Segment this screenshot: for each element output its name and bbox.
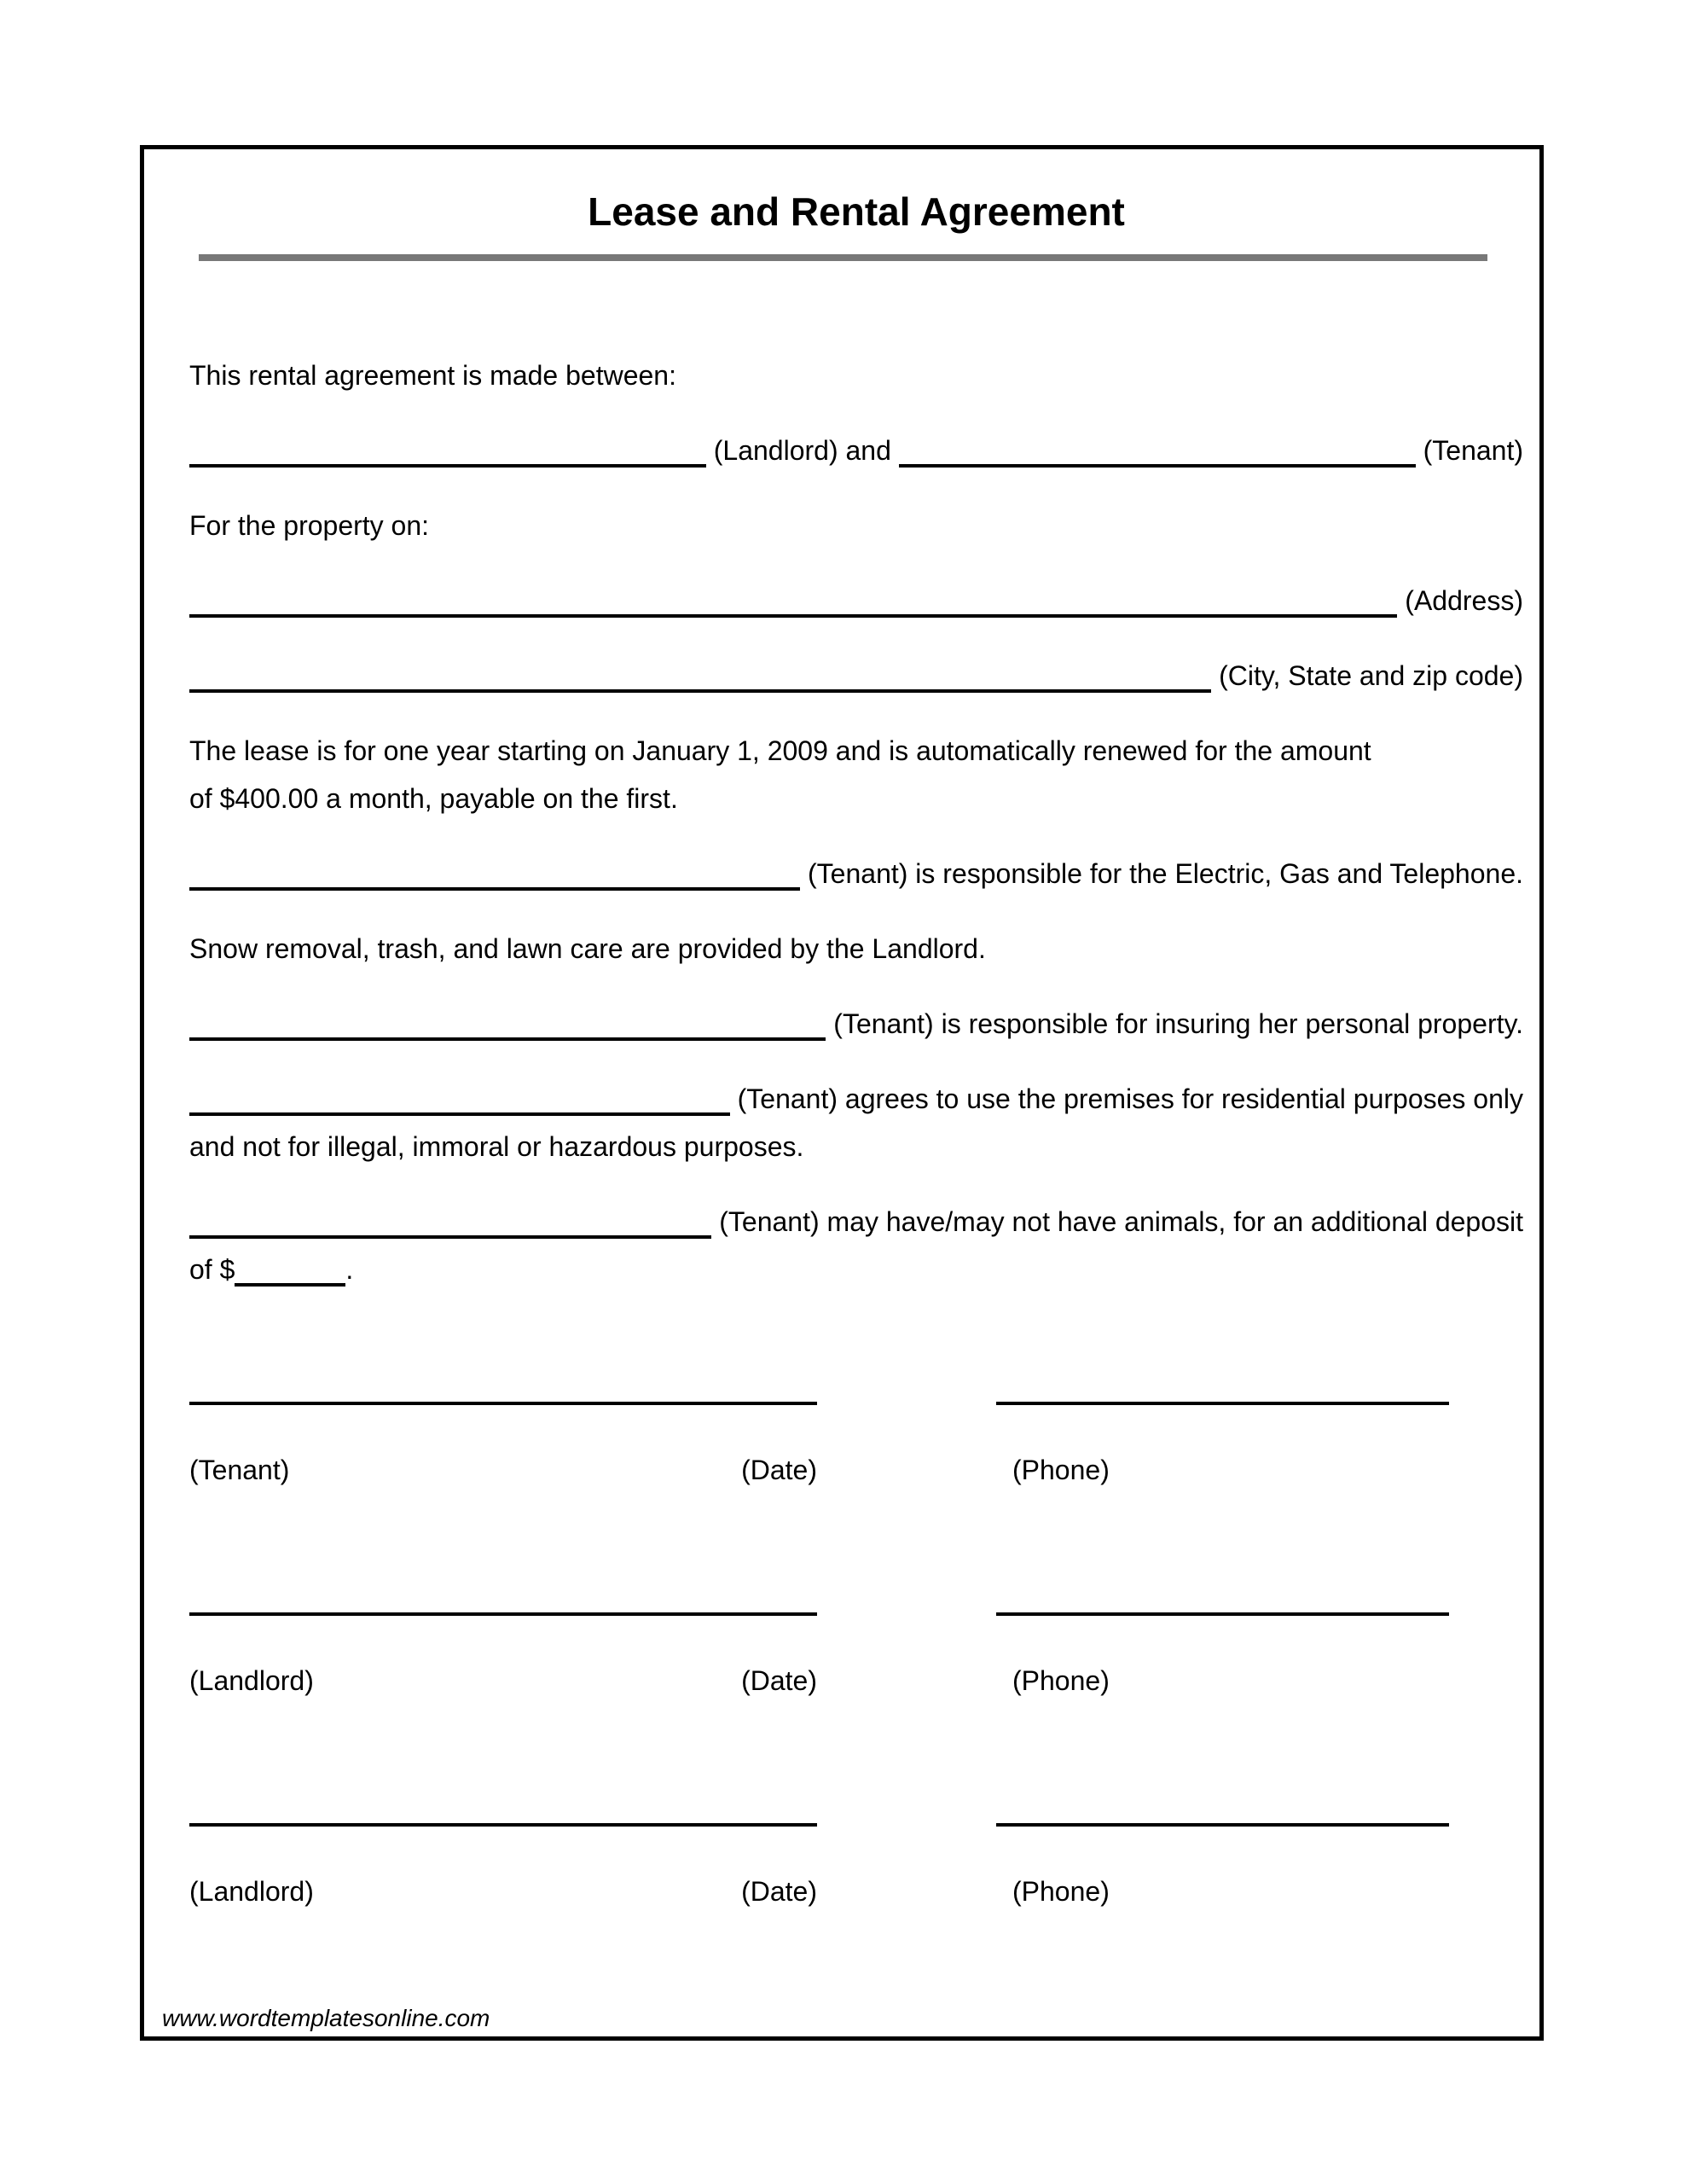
tenant-signature-block bbox=[189, 1402, 1523, 1494]
signature-section bbox=[189, 1402, 1523, 1915]
phone-label: (Phone) bbox=[1012, 1876, 1110, 1907]
landlord1-signature-label-cell bbox=[189, 1657, 817, 1705]
landlord-services-clause: Snow removal, trash, and lawn care are provided by the Landlord. bbox=[189, 933, 986, 964]
intro-sentence: This rental agreement is made between: bbox=[189, 360, 676, 391]
deposit-amount-blank bbox=[235, 1283, 345, 1287]
landlord2-signature-lines bbox=[189, 1823, 1523, 1827]
footer-url: www.wordtemplatesonline.com bbox=[162, 2005, 490, 2031]
address-line bbox=[189, 577, 1523, 624]
landlord1-signature-line bbox=[189, 1612, 817, 1616]
utilities-clause-line bbox=[189, 850, 1523, 897]
tenant-signature-labels bbox=[189, 1446, 1523, 1494]
tenant-signature-label-cell bbox=[189, 1446, 817, 1494]
property-sentence: For the property on: bbox=[189, 510, 430, 541]
party-label: (Landlord) bbox=[189, 1876, 314, 1907]
landlord1-phone-line bbox=[996, 1612, 1449, 1616]
party-label: (Landlord) bbox=[189, 1665, 314, 1696]
phone-label: (Phone) bbox=[1012, 1455, 1110, 1485]
lease-term-paragraph bbox=[189, 727, 1523, 822]
landlord1-phone-label-cell bbox=[996, 1657, 1110, 1705]
utilities-tenant-blank bbox=[189, 887, 800, 891]
premises-clause-paragraph bbox=[189, 1075, 1523, 1170]
page-border bbox=[140, 145, 1544, 2041]
tenant-phone-label-cell bbox=[996, 1446, 1110, 1494]
deposit-line bbox=[189, 1246, 1523, 1293]
city-state-zip-blank bbox=[189, 689, 1211, 693]
landlord1-signature-lines bbox=[189, 1612, 1523, 1616]
party-label: (Tenant) bbox=[189, 1455, 290, 1485]
premises-clause-text: (Tenant) agrees to use the premises for residential purposes only bbox=[737, 1083, 1523, 1114]
utilities-clause: (Tenant) is responsible for the Electric, Gas and Telephone. bbox=[808, 858, 1523, 889]
title-underline-rule bbox=[199, 254, 1487, 261]
landlord2-signature-labels bbox=[189, 1867, 1523, 1915]
tenant-name-blank bbox=[899, 464, 1416, 468]
landlord-signature-block-1 bbox=[189, 1612, 1523, 1705]
lease-term-line1: The lease is for one year starting on January 1, 2009 and is automatically renewed for the amount bbox=[189, 735, 1371, 766]
address-label: (Address) bbox=[1405, 585, 1523, 616]
landlord2-signature-label-cell bbox=[189, 1867, 817, 1915]
animals-clause-line1 bbox=[189, 1198, 1523, 1246]
page-content bbox=[144, 149, 1539, 1915]
insurance-tenant-blank bbox=[189, 1037, 826, 1041]
landlord-label: (Landlord) and bbox=[713, 435, 891, 466]
address-blank bbox=[189, 614, 1397, 618]
animals-clause-text: (Tenant) may have/may not have animals, for an additional deposit bbox=[719, 1206, 1523, 1237]
tenant-label: (Tenant) bbox=[1423, 435, 1523, 466]
deposit-suffix: . bbox=[345, 1254, 354, 1285]
date-label: (Date) bbox=[741, 1665, 817, 1696]
deposit-prefix: of $ bbox=[189, 1254, 235, 1285]
tenant-signature-line bbox=[189, 1402, 817, 1405]
landlord2-signature-line bbox=[189, 1823, 817, 1827]
date-label: (Date) bbox=[741, 1455, 817, 1485]
landlord-name-blank bbox=[189, 464, 706, 468]
landlord2-phone-label-cell bbox=[996, 1867, 1110, 1915]
date-label: (Date) bbox=[741, 1876, 817, 1907]
city-state-zip-label: (City, State and zip code) bbox=[1219, 660, 1523, 691]
parties-line bbox=[189, 427, 1523, 474]
insurance-clause: (Tenant) is responsible for insuring her personal property. bbox=[833, 1008, 1523, 1039]
premises-clause-line2: and not for illegal, immoral or hazardous purposes. bbox=[189, 1131, 804, 1162]
landlord-signature-block-2 bbox=[189, 1823, 1523, 1915]
premises-tenant-blank bbox=[189, 1112, 730, 1116]
lease-term-line2: of $400.00 a month, payable on the first. bbox=[189, 783, 678, 814]
premises-clause-line1 bbox=[189, 1075, 1523, 1123]
landlord1-signature-labels bbox=[189, 1657, 1523, 1705]
document-title: Lease and Rental Agreement bbox=[588, 189, 1125, 234]
animals-clause-paragraph bbox=[189, 1198, 1523, 1293]
document-body bbox=[189, 351, 1523, 1915]
insurance-clause-line bbox=[189, 1000, 1523, 1048]
tenant-phone-line bbox=[996, 1402, 1449, 1405]
animals-tenant-blank bbox=[189, 1235, 711, 1239]
landlord2-phone-line bbox=[996, 1823, 1449, 1827]
city-line bbox=[189, 652, 1523, 700]
phone-label: (Phone) bbox=[1012, 1665, 1110, 1696]
tenant-signature-lines bbox=[189, 1402, 1523, 1405]
